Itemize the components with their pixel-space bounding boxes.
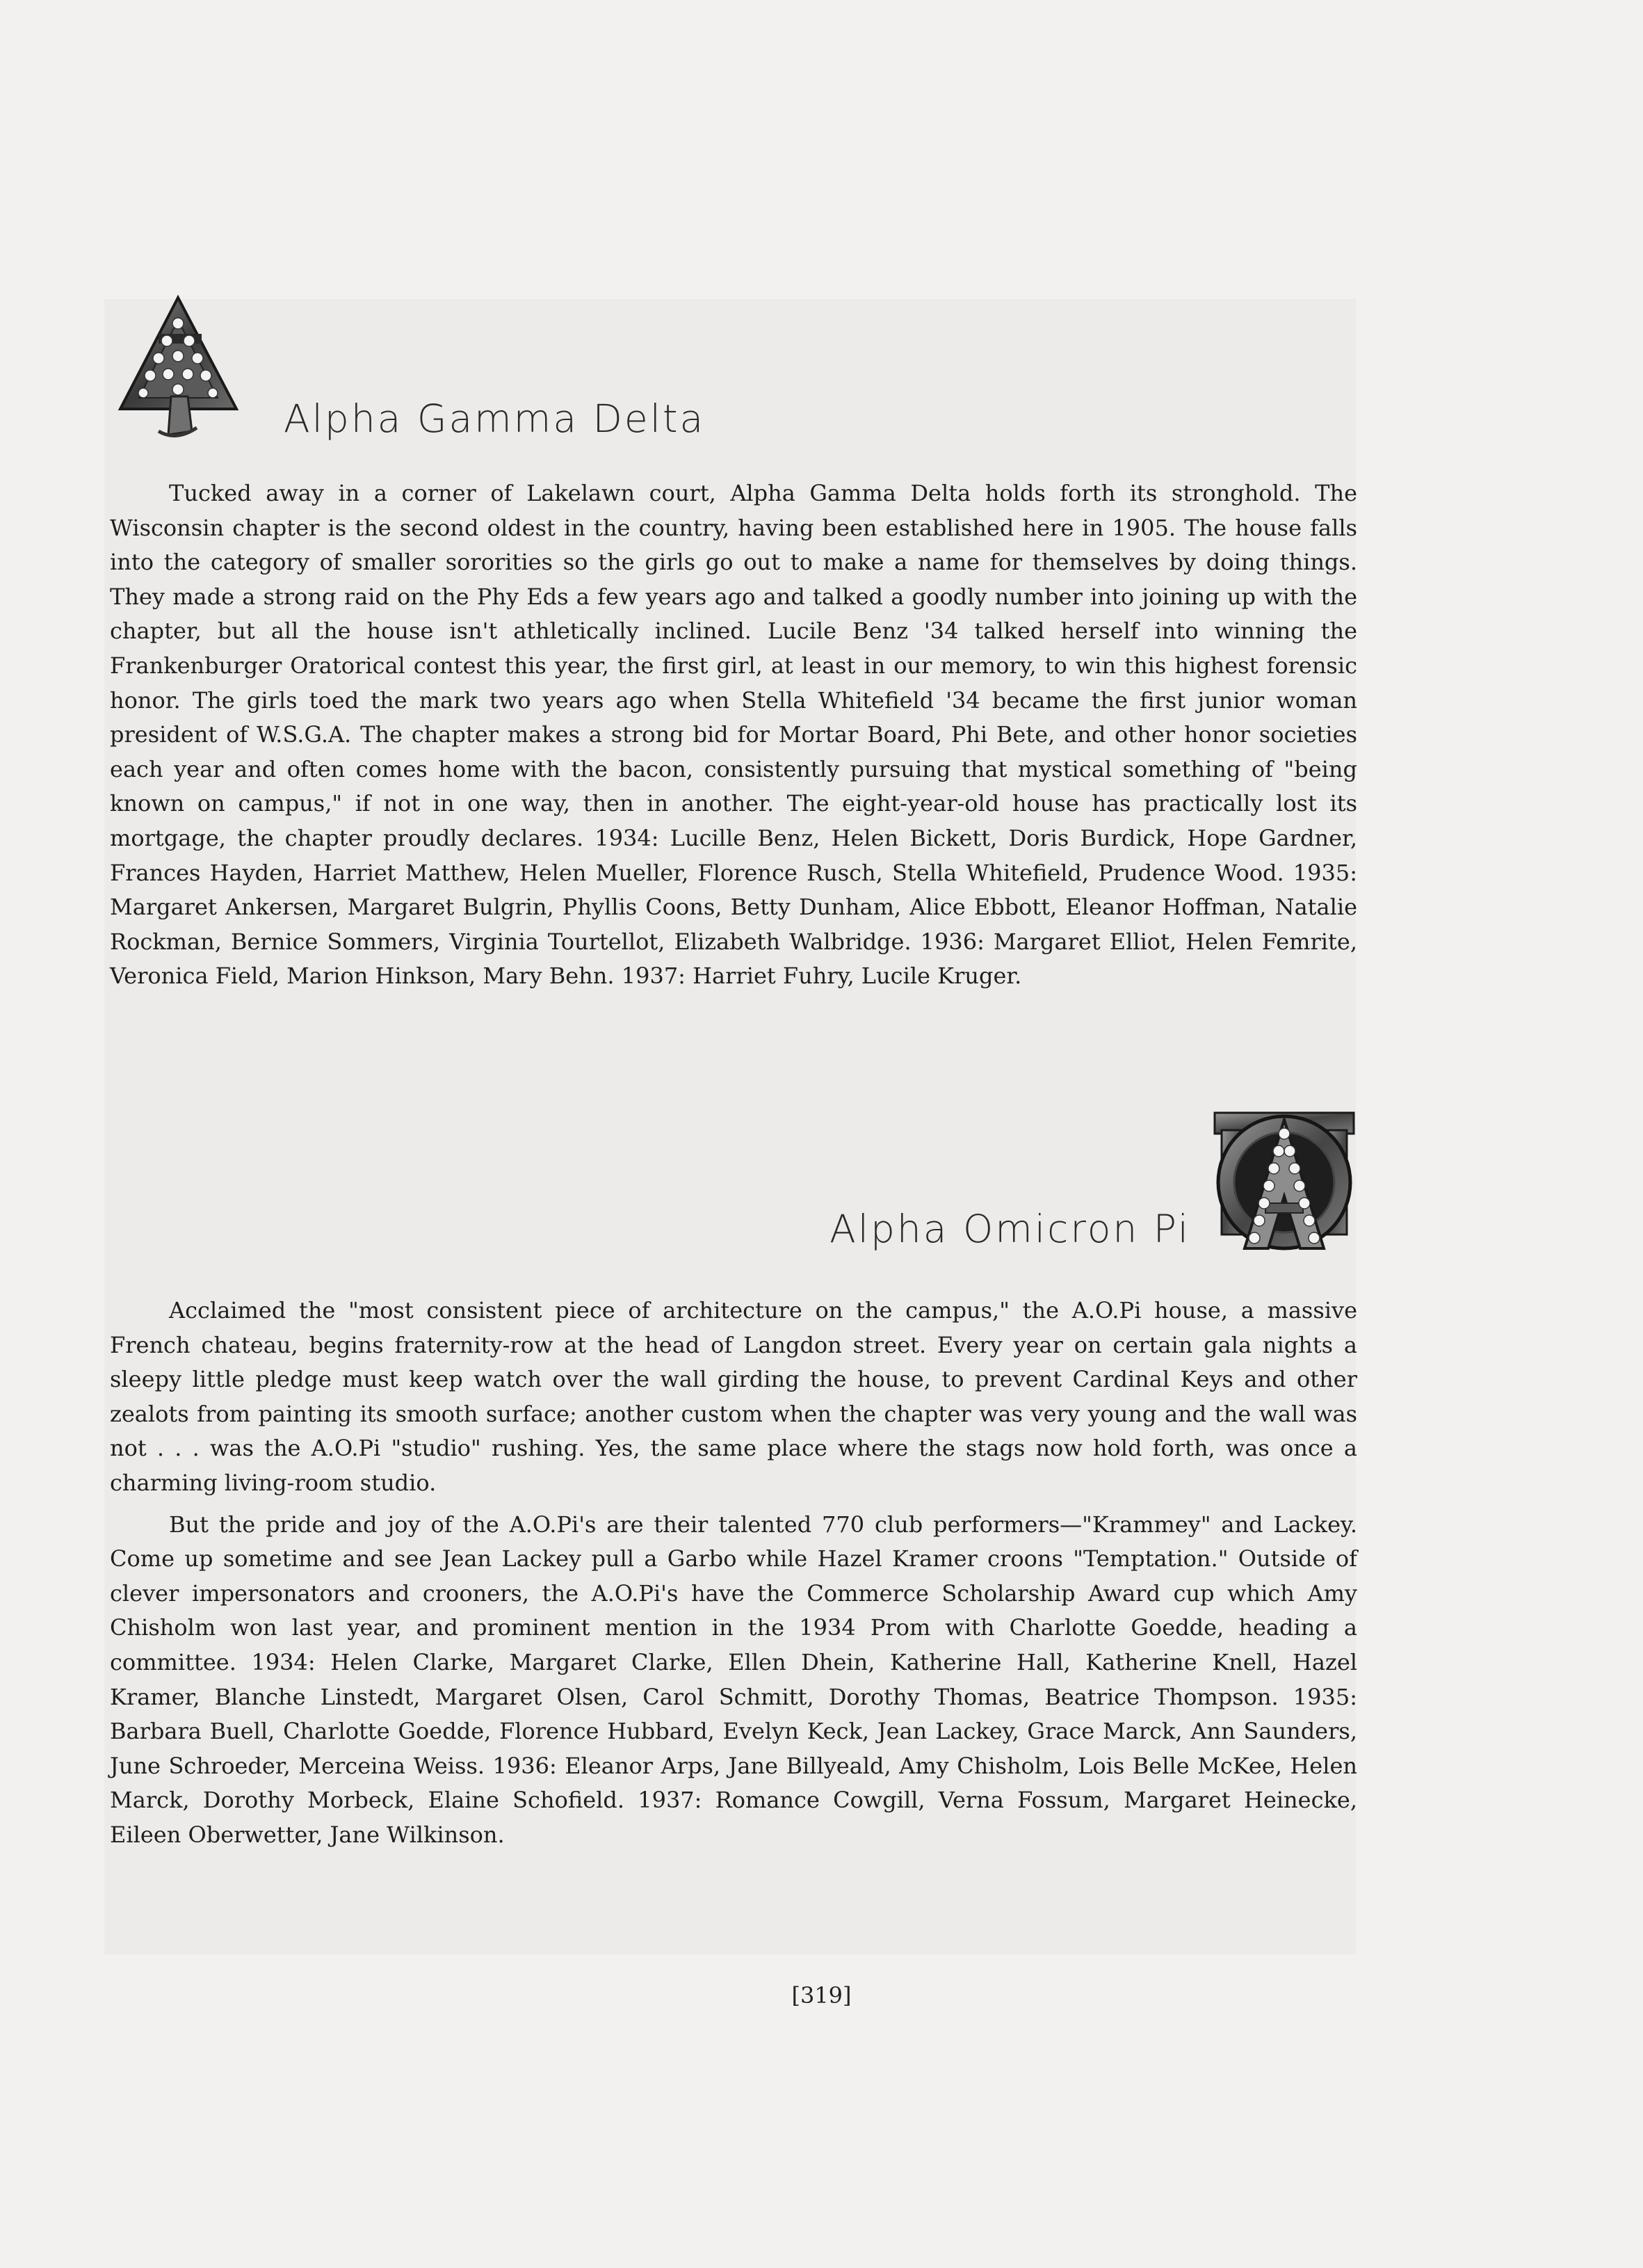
paragraph: Acclaimed the "most consistent piece of architecture on the campus," the A.O.Pi house, a massive French chateau, begins fraternity-row at the head of Langdon street. Every year on certain gala nights a sleepy little pledge must keep watch over the wall girding the house, to prevent Cardinal Keys and other zealots from painting its smooth surface; another custom when the chapter was very young and the wall was not . . . was the A.O.Pi "studio" rushing. Yes, the same place where the stags now hold forth, was once a charming living-room studio.: [110, 1297, 1357, 1496]
section-body: [110, 476, 1357, 994]
alpha-gamma-delta-crest-icon: [110, 292, 249, 442]
page-number: [319]: [791, 1982, 852, 2009]
paragraph: But the pride and joy of the A.O.Pi's are their talented 770 club performers—"Krammey" and Lackey. Come up sometime and see Jean Lackey pull a Garbo while Hazel Kramer croons "Temptation." Outside of clever impersonators and crooners, the A.O.Pi's have the Commerce Scholarship Award cup which Amy Chisholm won last year, and prominent mention in the 1934 Prom with Charlotte Goedde, heading a committee. 1934: Helen Clarke, Margaret Clarke, Ellen Dhein, Katherine Hall, Katherine Knell, Hazel Kramer, Blanche Linstedt, Margaret Olsen, Carol Schmitt, Dorothy Thomas, Beatrice Thompson. 1935: Barbara Buell, Charlotte Goedde, Florence Hubbard, Evelyn Keck, Jean Lackey, Grace Marck, Ann Saunders, June Schroeder, Merceina Weiss. 1936: Eleanor Arps, Jane Billyeald, Amy Chisholm, Lois Belle McKee, Helen Marck, Dorothy Morbeck, Elaine Schofield. 1937: Romance Cowgill, Verna Fossum, Margaret Heinecke, Eileen Oberwetter, Jane Wilkinson.: [110, 1511, 1357, 1848]
section-body: [110, 1294, 1357, 1853]
section-title: Alpha Omicron Pi: [829, 1207, 1190, 1251]
section-title: Alpha Gamma Delta: [284, 396, 706, 441]
alpha-omicron-pi-crest-icon: [1211, 1092, 1357, 1266]
paragraph: Tucked away in a corner of Lakelawn court, Alpha Gamma Delta holds forth its stronghold. The Wisconsin chapter is the second oldest in the country, having been established here in 1905. The house falls into the category of smaller sororities so the girls go out to make a name for themselves by doing things. They made a strong raid on the Phy Eds a few years ago and talked a goodly number into joining up with the chapter, but all the house isn't athletically inclined. Lucile Benz '34 talked herself into winning the Frankenburger Oratorical contest this year, the first girl, at least in our memory, to win this highest forensic honor. The girls toed the mark two years ago when Stella Whitefield '34 became the first junior woman president of W.S.G.A. The chapter makes a strong bid for Mortar Board, Phi Bete, and other honor societies each year and often comes home with the bacon, consistently pursuing that mystical something of "being known on campus," if not in one way, then in another. The eight-year-old house has practically lost its mortgage, the chapter proudly declares. 1934: Lucille Benz, Helen Bickett, Doris Burdick, Hope Gardner, Frances Hayden, Harriet Matthew, Helen Mueller, Florence Rusch, Stella Whitefield, Prudence Wood. 1935: Margaret Ankersen, Margaret Bulgrin, Phyllis Coons, Betty Dunham, Alice Ebbott, Eleanor Hoffman, Natalie Rockman, Bernice Sommers, Virginia Tourtellot, Elizabeth Walbridge. 1936: Margaret Elliot, Helen Femrite, Veronica Field, Marion Hinkson, Mary Behn. 1937: Harriet Fuhry, Lucile Kruger.: [110, 480, 1357, 990]
